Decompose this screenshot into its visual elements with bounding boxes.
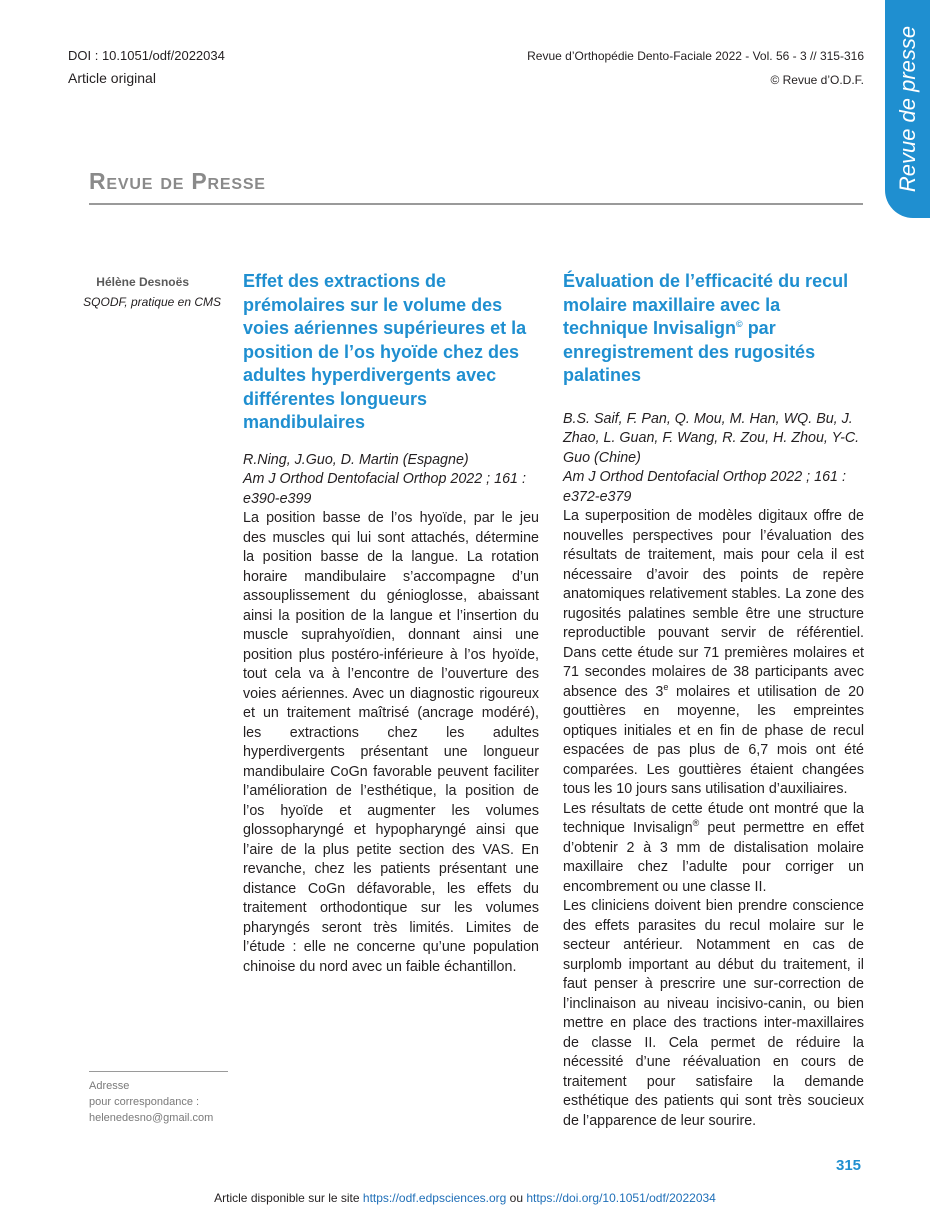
- doi: DOI : 10.1051/odf/2022034: [68, 48, 225, 63]
- author-name: Hélène Desnoës: [96, 275, 189, 289]
- footer-or: ou: [509, 1191, 524, 1205]
- footer-link-edpsciences[interactable]: https://odf.edpsciences.org: [362, 1191, 507, 1205]
- copyright: © Revue d’O.D.F.: [770, 73, 864, 87]
- article-1-body: La position basse de l’os hyoïde, par le jeu des muscles qui lui sont attachés, détermine la position basse de la langue. La rotation horaire mandibulaire s’accompagne d’un assouplissement du génioglosse, abaissant ainsi la position de la langue et l’insertion du muscle suprahyoïdien, donnant ainsi une position plus postéro-inférieure à l’os hyoïde, tout cela va à l’encontre de l’ouverture des voies aériennes. Avec un diagnostic rigoureux et un traitement maîtrisé (ancrage modéré), les extractions chez les adultes hyperdivergents présentant une longueur mandibulaire CoGn favorable peuvent faciliter l’amélioration de l’esthétique, la position de l’os hyoïde et augmenter les volumes glossopharyngé et hypopharyngé ainsi que l’aire de la plus petite section des VAS. En revanche, chez les patients présentant une distance CoGn défavorable, les effets du traitement orthodontique sur les volumes pharyngés seront très limités. Limites de l’étude : elle ne concerne qu’une population chinoise du nord avec un faible échantillon.: [243, 510, 539, 975]
- author-affiliation: SQODF, pratique en CMS: [83, 295, 221, 309]
- page-number: 315: [836, 1157, 862, 1174]
- address-label-2: pour correspondance :: [89, 1096, 200, 1108]
- address-label: Adresse: [89, 1080, 130, 1092]
- section-side-tab: [885, 0, 930, 218]
- article-type: Article original: [68, 70, 156, 86]
- article-2: [563, 270, 864, 1131]
- article-1: [243, 270, 539, 977]
- section-title: Revue de Presse: [89, 168, 266, 194]
- article-2-paragraph-1: La superposition de modèles digitaux offre de nouvelles perspectives pour l’évaluation des résultats de traitement, mais pour cela il est nécessaire d’avoir des points de repère anatomiques relativement stables. La zone des rugosités palatines semble être une structure reproductible pouvant servir de référentiel. Dans cette étude sur 71 premières molaires et 71 secondes molaires de 38 participants avec absence des 3e molaires et utilisation de 20 gouttières en moyenne, les empreintes optiques initiales et en fin de phase de recul espacées de pas plus de 6,7 mois ont été comparées. Les gouttières étaient changées tous les 10 jours sans utilisation d’auxiliaires.: [563, 508, 865, 797]
- article-2-paragraph-2: Les résultats de cette étude ont montré que la technique Invisalign® peut permettre en effet d’obtenir 2 à 3 mm de distalisation molaire maxillaire chez l’adulte pour corriger un encombrement ou une classe II.: [563, 800, 864, 895]
- address-divider: [89, 1071, 228, 1072]
- correspondence-address: [89, 1078, 213, 1126]
- article-2-paragraph-3: Les cliniciens doivent bien prendre conscience des effets parasites du recul molaire sur le secteur antérieur. Notamment en cas de surplomb important au début du traitement, il faut penser à prescrire une sur-correction de l’inclinaison au niveau incisivo-canin, ou bien mettre en place des tractions inter-maxillaires de classe II. Cela permet de réduire la nécessité d’une réévaluation en cours de traitement pour satisfaire la demande esthétique des patients qui sont très soucieux de l’apparence de leur sourire.: [563, 898, 864, 1129]
- article-1-citation: Am J Orthod Dentofacial Orthop 2022 ; 161 : e390-e399: [243, 471, 526, 507]
- footer: [0, 1191, 930, 1205]
- section-divider: [89, 203, 863, 205]
- article-2-authors: B.S. Saif, F. Pan, Q. Mou, M. Han, WQ. Bu, J. Zhao, L. Guan, F. Wang, R. Zou, H. Zhou, Y-C. Guo (Chine): [563, 410, 860, 466]
- journal-reference: Revue d’Orthopédie Dento-Faciale 2022 - Vol. 56 - 3 // 315-316: [527, 49, 864, 63]
- footer-prefix: Article disponible sur le site: [214, 1191, 360, 1205]
- address-email[interactable]: helenedesno@gmail.com: [89, 1112, 214, 1124]
- article-1-title: Effet des extractions de prémolaires sur le volume des voies aériennes supérieures et la position de l’os hyoïde chez des adultes hyperdivergents avec différentes longueurs mandibulaires: [243, 271, 527, 432]
- side-tab-label: Revue de presse: [894, 25, 920, 193]
- article-2-title: Évaluation de l’efficacité du recul molaire maxillaire avec la technique Invisalign© par enregistrement des rugosités palatines: [563, 271, 849, 385]
- footer-link-doi[interactable]: https://doi.org/10.1051/odf/2022034: [526, 1191, 716, 1205]
- article-2-citation: Am J Orthod Dentofacial Orthop 2022 ; 161 : e372-e379: [563, 469, 846, 505]
- article-1-authors: R.Ning, J.Guo, D. Martin (Espagne): [243, 451, 469, 468]
